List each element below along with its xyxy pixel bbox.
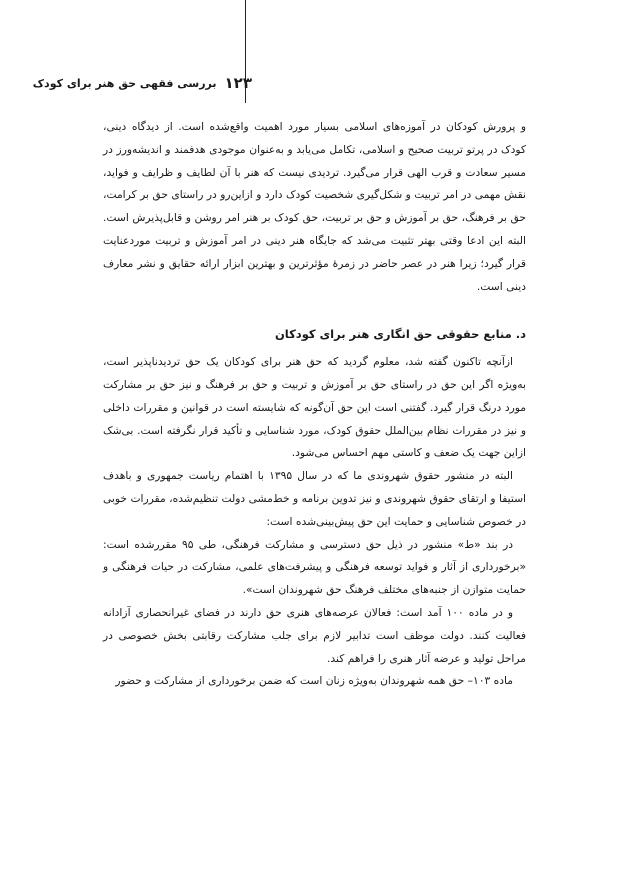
running-header [33,74,252,92]
paragraph-3: در بند «ط» منشور در ذیل حق دسترسی و مشارکت فرهنگی، طی ۹۵ مقررشده است: «برخورداری از آثار و فواید توسعه فرهنگی و پیشرفت‌های علمی، مشارکت در حیات فرهنگی و حمایت متوازن از جنبه‌های مختلف فرهنگ حق شهروندان است». [103,537,526,597]
intro-paragraph: و پرورش کودکان در آموزه‌های اسلامی بسیار مورد اهمیت واقع‌شده است. از دیدگاه دینی، کودک در پرتو تربیت صحیح و اسلامی، تکامل می‌یابد و به‌عنوان موجودی هدفمند و اندیشه‌ورز در مسیر سعادت و قرب الهی قرار می‌گیرد. تردیدی نیست که هنر با آن لطایف و ظرایف و فواید، نقش مهمی در امر تربیت و شکل‌گیری شخصیت کودک دارد و ازاین‌رو در راستای حق بر کرامت، حق بر فرهنگ، حق بر آموزش و حق بر تربیت، حق کودک بر هنر امر روشن و قابل‌پذیرش است. البته این ادعا وقتی بهتر تثبیت می‌شد که جایگاه هنر دینی در امر آموزش و تربیت موردعنایت قرار گیرد؛ زیرا هنر در عصر حاضر در زمرهٔ مؤثرترین و بهترین ابزار ارائه حقایق و نشر معارف دینی است. [103,120,526,293]
running-title: بررسی فقهی حق هنر برای کودک [32,76,217,90]
paragraph-2: البته در منشور حقوق شهروندی ما که در سال ۱۳۹۵ با اهتمام ریاست جمهوری و باهدف استیفا و ارتقای حقوق شهروندی و نیز تدوین برنامه و خط‌مشی دولت تنظیم‌شده، مقررات خوبی در خصوص شناسایی و حمایت این حق پیش‌بینی‌شده است: [103,469,526,528]
paragraph-5: ماده ۱۰۳– حق همه شهروندان به‌ویژه زنان است که ضمن برخورداری از مشارکت و حضور [115,674,513,688]
section-heading: د. منابع حقوقی حق انگاری هنر برای کودکان [274,327,526,342]
paragraph-1: ازآنچه تاکنون گفته شد، معلوم گردید که حق هنر برای کودکان یک حق تردیدناپذیر است، به‌ویژه اگر این حق در راستای حق بر آموزش و تربیت و حق بر فرهنگ و نیز حق بر مشارکت مورد درنگ قرار گیرد. گفتنی است این حق آن‌گونه که شایسته است در قوانین و مقررات داخلی و نیز در مقررات نظام بین‌الملل حقوق کودک، مورد شناسایی و تأکید قرار نگرفته است. بی‌شک ازاین جهت یک ضعف و کاستی مهم احساس می‌شود. [103,355,526,460]
paragraph-4: و در ماده ۱۰۰ آمد است: فعالان عرصه‌های هنری حق دارند در فضای غیرانحصاری آزادانه فعالیت کنند. دولت موظف است تدابیر لازم برای جلب مشارکت رقابتی بخش خصوصی در مراحل تولید و عرضه آثار هنری را فراهم کند. [103,605,526,665]
page-number: ۱۲۳ [224,74,252,92]
body-text [103,116,526,693]
